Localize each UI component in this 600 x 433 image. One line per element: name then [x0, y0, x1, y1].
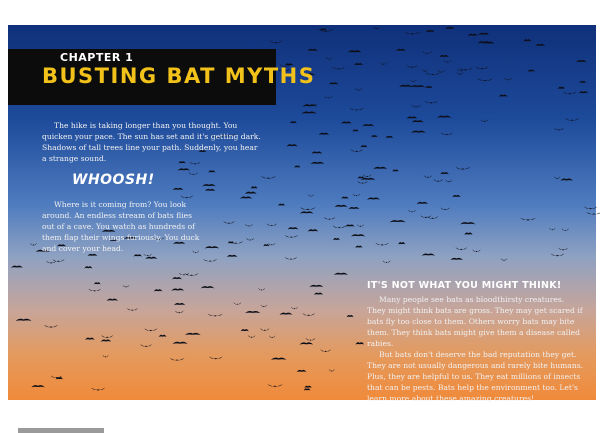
myth-paragraph-1: Many people see bats as bloodthirsty creatures. They might think bats are gross. They may get scared if bats fly too close to them. Others worry bats may bite them. They think bats might give them a disease called rabies. [367, 295, 583, 348]
next-page-thumbnail [18, 428, 104, 433]
myth-paragraph-2: But bats don't deserve the bad reputation they get. They are not usually dangerous and rarely bite humans. Plus, they are helpful to us. They eat millions of insects that can be pests. Bats help the environment too. Let's learn more about these amazing creatures! [367, 350, 584, 403]
second-paragraph-block [42, 199, 202, 254]
section-subheading: IT'S NOT WHAT YOU MIGHT THINK! [367, 280, 562, 291]
page-number-right: 5 [585, 405, 590, 412]
second-paragraph: Where is it coming from? You look around. An endless stream of bats flies out of a cave. You watch as hundreds of them flap their wings furiously. You duck and cover your head. [42, 200, 200, 253]
intro-paragraph-block [42, 120, 262, 164]
book-spread [8, 25, 596, 412]
myth-paragraphs-block [367, 294, 585, 404]
chapter-title: BUSTING BAT MYTHS [42, 64, 316, 88]
intro-paragraph: The hike is taking longer than you thought. You quicken your pace. The sun has set and it's getting dark. Shadows of tall trees line your path. Suddenly, you hear a strange sound. [42, 121, 261, 163]
sound-effect-text: WHOOSH! [72, 172, 155, 188]
chapter-label: CHAPTER 1 [60, 51, 134, 64]
page-number-left: 4 [19, 405, 24, 412]
